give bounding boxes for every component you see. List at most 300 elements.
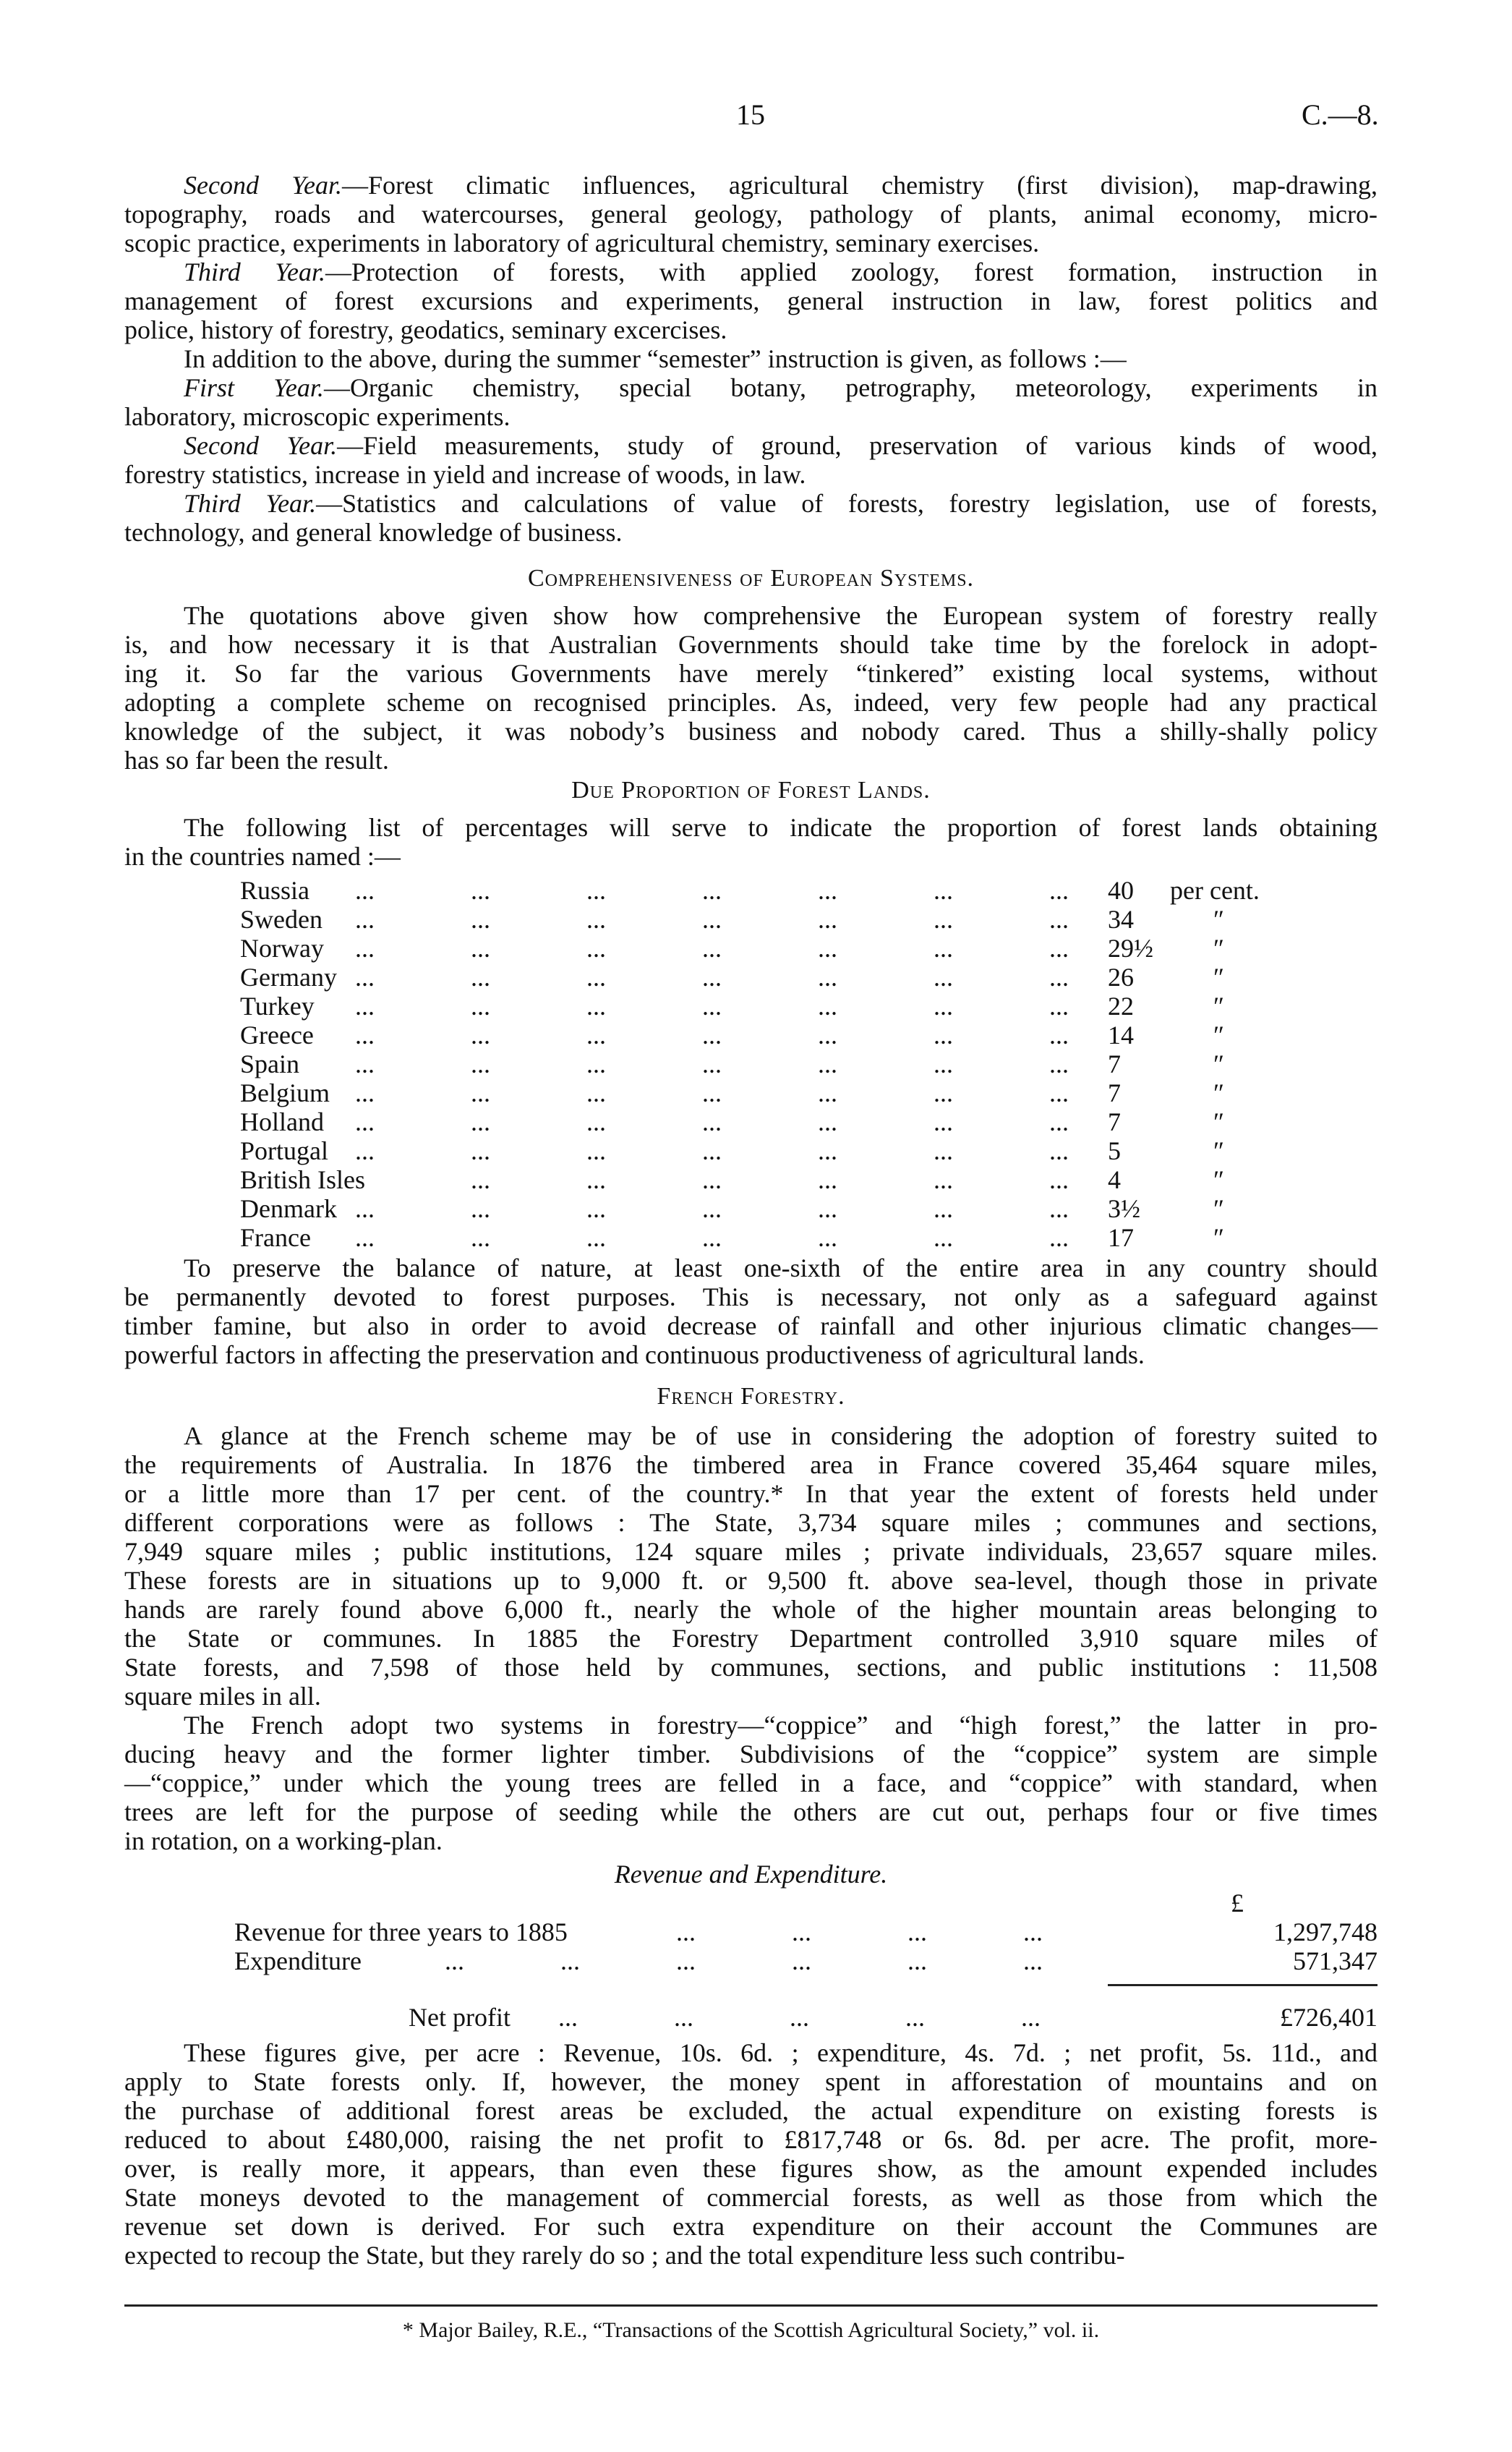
leader-dots: ... [1023, 1917, 1043, 1946]
unit-label: per cent. [1170, 876, 1260, 905]
paragraph [124, 171, 1378, 257]
text-line [124, 717, 1378, 746]
text-line [124, 402, 1378, 431]
text-line [124, 2241, 1378, 2270]
percentage-value: 3½ [1108, 1194, 1140, 1223]
percentage-value: 7 [1108, 1078, 1121, 1107]
text-line [124, 659, 1378, 688]
leader-dots: ... [818, 963, 837, 992]
table-row [124, 1917, 1378, 1946]
leader-dots: ... [471, 992, 490, 1021]
text-line [124, 1479, 1378, 1508]
leader-dots: ... [1049, 1050, 1069, 1078]
text-line [124, 1311, 1378, 1340]
text-line [124, 2154, 1378, 2183]
country-name: Belgium [240, 1078, 330, 1107]
section-paragraphs [124, 601, 1378, 775]
line-text: the State or communes. In 1885 the Forestry Department controlled 3,910 square miles of [124, 1624, 1378, 1653]
paragraph [124, 373, 1378, 431]
line-text: knowledge of the subject, it was nobody’s business and nobody cared. Thus a shilly-shally policy [124, 717, 1378, 746]
line-text: square miles in all. [124, 1682, 321, 1711]
leader-dots: ... [586, 905, 606, 934]
row-value: 1,297,748 [1273, 1917, 1378, 1946]
line-text: These figures give, per acre : Revenue, 10s. 6d. ; expenditure, 4s. 7d. ; net profit, 5s. 11d., and [184, 2038, 1378, 2067]
leader-dots: ... [1049, 934, 1069, 963]
line-text: 7,949 square miles ; public institutions, 124 square miles ; private individuals, 23,657 square miles. [124, 1537, 1378, 1566]
paragraph [124, 431, 1378, 489]
line-text: —Forest climatic influences, agricultural chemistry (first division), map-drawing, [342, 171, 1378, 200]
text-line [124, 746, 1378, 775]
row-label: Expenditure [234, 1946, 362, 1975]
country-name: Denmark [240, 1194, 337, 1223]
leader-dots: ... [934, 1078, 953, 1107]
text-line [124, 813, 1378, 842]
line-text: topography, roads and watercourses, general geology, pathology of plants, animal economy, micro- [124, 200, 1378, 229]
text-line [124, 286, 1378, 315]
text-line [124, 2183, 1378, 2212]
leader-dots: ... [702, 1078, 722, 1107]
text-line [124, 518, 1378, 547]
leader-dots: ... [355, 1223, 375, 1252]
leader-dots: ... [934, 1021, 953, 1050]
leader-dots: ... [586, 1223, 606, 1252]
percentage-value: 17 [1108, 1223, 1134, 1252]
line-text: —“coppice,” under which the young trees are felled in a face, and “coppice” with standard, when [124, 1768, 1378, 1797]
leader-dots: ... [934, 905, 953, 934]
leader-dots: ... [934, 876, 953, 905]
leader-dots: ... [1049, 876, 1069, 905]
paragraph [124, 601, 1378, 775]
leader-dots: ... [702, 1050, 722, 1078]
percentage-value: 14 [1108, 1021, 1134, 1050]
section-table [124, 1860, 1378, 2032]
leader-dots: ... [934, 1165, 953, 1194]
paragraph-lead: Third Year. [184, 257, 326, 286]
leader-dots: ... [445, 1946, 464, 1975]
paragraph-lead: Second Year. [184, 171, 343, 200]
text-line [124, 1340, 1378, 1369]
ditto-mark: ″ [1213, 1223, 1224, 1252]
section-paragraphs [124, 1253, 1378, 1369]
leader-dots: ... [586, 1107, 606, 1136]
leader-dots: ... [471, 1078, 490, 1107]
text-line [124, 200, 1378, 229]
leader-dots: ... [586, 1165, 606, 1194]
list-row [124, 1165, 1378, 1194]
line-text: The quotations above given show how comprehensive the European system of forestry really [184, 601, 1378, 630]
leader-dots: ... [818, 934, 837, 963]
line-text: has so far been the result. [124, 746, 389, 775]
leader-dots: ... [558, 2003, 578, 2032]
country-name: Norway [240, 934, 324, 963]
leader-dots: ... [934, 1050, 953, 1078]
text-line [124, 1566, 1378, 1595]
line-text: or a little more than 17 per cent. of the country.* In that year the extent of forests held under [124, 1479, 1378, 1508]
leader-dots: ... [471, 1165, 490, 1194]
ditto-mark: ″ [1213, 1107, 1224, 1136]
leader-dots: ... [560, 1946, 580, 1975]
line-text: in the countries named :— [124, 842, 401, 871]
country-name: Russia [240, 876, 310, 905]
list-row [124, 1078, 1378, 1107]
line-text: These forests are in situations up to 9,000 ft. or 9,500 ft. above sea-level, though those in private [124, 1566, 1378, 1595]
list-row [124, 992, 1378, 1021]
text-line [124, 460, 1378, 489]
text-line [124, 601, 1378, 630]
ditto-mark: ″ [1213, 1165, 1224, 1194]
leader-dots: ... [355, 992, 375, 1021]
text-line [124, 1508, 1378, 1537]
leader-dots: ... [471, 1194, 490, 1223]
percentage-value: 7 [1108, 1050, 1121, 1078]
list-row [124, 1194, 1378, 1223]
list-row [124, 905, 1378, 934]
percentage-value: 29½ [1108, 934, 1153, 963]
leader-dots: ... [818, 992, 837, 1021]
line-text: timber famine, but also in order to avoid decrease of rainfall and other injurious climatic changes— [124, 1311, 1378, 1340]
leader-dots: ... [355, 963, 375, 992]
row-value: 571,347 [1293, 1946, 1378, 1975]
leader-dots: ... [1049, 963, 1069, 992]
ditto-mark: ″ [1213, 1136, 1224, 1165]
leader-dots: ... [818, 876, 837, 905]
line-text: hands are rarely found above 6,000 ft., nearly the whole of the higher mountain areas belonging to [124, 1595, 1378, 1624]
country-name: Turkey [240, 992, 315, 1021]
text-line [124, 171, 1378, 200]
text-line [124, 630, 1378, 659]
line-text: ducing heavy and the former lighter timber. Subdivisions of the “coppice” system are simple [124, 1740, 1378, 1768]
line-text: State forests, and 7,598 of those held by communes, sections, and public institutions : 11,508 [124, 1653, 1378, 1682]
leader-dots: ... [1049, 1194, 1069, 1223]
leader-dots: ... [818, 1165, 837, 1194]
country-name: Greece [240, 1021, 314, 1050]
line-text: The French adopt two systems in forestry—“coppice” and “high forest,” the latter in pro- [184, 1711, 1378, 1740]
list-row [124, 1136, 1378, 1165]
leader-dots: ... [471, 934, 490, 963]
leader-dots: ... [702, 1165, 722, 1194]
total-label: Net profit [409, 2003, 511, 2032]
leader-dots: ... [1049, 1165, 1069, 1194]
country-name: British Isles [240, 1165, 366, 1194]
text-line [124, 2067, 1378, 2096]
line-text: be permanently devoted to forest purposes. This is necessary, not only as a safeguard against [124, 1282, 1378, 1311]
leader-dots: ... [1021, 2003, 1041, 2032]
paragraph [124, 1421, 1378, 1711]
percentage-value: 34 [1108, 905, 1134, 934]
line-text: —Field measurements, study of ground, preservation of various kinds of wood, [337, 431, 1378, 460]
leader-dots: ... [586, 1194, 606, 1223]
leader-dots: ... [792, 1946, 811, 1975]
paragraph [124, 2038, 1378, 2270]
section-heading: Due Proportion of Forest Lands. [571, 777, 931, 804]
list-row [124, 1223, 1378, 1252]
text-line [124, 2212, 1378, 2241]
text-line [124, 842, 1378, 871]
line-text: State moneys devoted to the management of commercial forests, as well as those from which the [124, 2183, 1378, 2212]
text-line [124, 1826, 1378, 1855]
leader-dots: ... [702, 876, 722, 905]
line-text: trees are left for the purpose of seeding while the others are cut out, perhaps four or five times [124, 1797, 1378, 1826]
paragraph [124, 1253, 1378, 1369]
country-name: Germany [240, 963, 337, 992]
leader-dots: ... [702, 963, 722, 992]
section-heading: Comprehensiveness of European Systems. [527, 565, 975, 592]
text-line [124, 1450, 1378, 1479]
leader-dots: ... [355, 876, 375, 905]
text-line [124, 1624, 1378, 1653]
row-label: Revenue for three years to 1885 [234, 1917, 568, 1946]
text-line [124, 1740, 1378, 1768]
leader-dots: ... [586, 1021, 606, 1050]
text-line [124, 229, 1378, 257]
leader-dots: ... [355, 1021, 375, 1050]
leader-dots: ... [818, 1021, 837, 1050]
ditto-mark: ″ [1213, 1021, 1224, 1050]
line-text: adopting a complete scheme on recognised principles. As, indeed, very few people had any practical [124, 688, 1378, 717]
total-row [124, 2003, 1378, 2032]
section-paragraphs [124, 1421, 1378, 1855]
line-text: —Statistics and calculations of value of forests, forestry legislation, use of forests, [316, 489, 1378, 518]
leader-dots: ... [355, 1194, 375, 1223]
leader-dots: ... [471, 963, 490, 992]
leader-dots: ... [702, 1194, 722, 1223]
leader-dots: ... [702, 1021, 722, 1050]
text-line [124, 2038, 1378, 2067]
text-line [124, 1797, 1378, 1826]
text-line [124, 1711, 1378, 1740]
leader-dots: ... [934, 1223, 953, 1252]
leader-dots: ... [1023, 1946, 1043, 1975]
table-row [124, 1946, 1378, 1975]
section-heading: French Forestry. [657, 1383, 845, 1410]
line-text: In addition to the above, during the summer “semester” instruction is given, as follows :— [184, 344, 1127, 373]
footnote-text: * Major Bailey, R.E., “Transactions of the Scottish Agricultural Society,” vol. ii. [402, 2318, 1100, 2342]
line-text: revenue set down is derived. For such extra expenditure on their account the Communes are [124, 2212, 1378, 2241]
section-paragraphs [124, 2038, 1378, 2270]
paragraph [124, 1711, 1378, 1855]
list-row [124, 1050, 1378, 1078]
leader-dots: ... [1049, 1078, 1069, 1107]
line-text: technology, and general knowledge of business. [124, 518, 623, 547]
line-text: in rotation, on a working-plan. [124, 1826, 443, 1855]
paragraph [124, 489, 1378, 547]
leader-dots: ... [1049, 1136, 1069, 1165]
text-line [124, 489, 1378, 518]
ditto-mark: ″ [1213, 1050, 1224, 1078]
leader-dots: ... [934, 963, 953, 992]
line-text: police, history of forestry, geodatics, seminary excercises. [124, 315, 727, 344]
leader-dots: ... [702, 905, 722, 934]
leader-dots: ... [818, 1107, 837, 1136]
list-row [124, 934, 1378, 963]
leader-dots: ... [471, 876, 490, 905]
leader-dots: ... [702, 1223, 722, 1252]
leader-dots: ... [586, 876, 606, 905]
ditto-mark: ″ [1213, 1194, 1224, 1223]
leader-dots: ... [471, 1107, 490, 1136]
leader-dots: ... [905, 2003, 925, 2032]
leader-dots: ... [934, 992, 953, 1021]
list-row [124, 963, 1378, 992]
line-text: expected to recoup the State, but they rarely do so ; and the total expenditure less such contribu- [124, 2241, 1125, 2270]
country-name: Portugal [240, 1136, 328, 1165]
text-line [124, 1253, 1378, 1282]
section-heading [124, 564, 1378, 593]
leader-dots: ... [586, 1050, 606, 1078]
leader-dots: ... [934, 1107, 953, 1136]
leader-dots: ... [1049, 1021, 1069, 1050]
leader-dots: ... [702, 1136, 722, 1165]
text-line [124, 1595, 1378, 1624]
line-text: different corporations were as follows : The State, 3,734 square miles ; communes and sections, [124, 1508, 1378, 1537]
paragraph [124, 813, 1378, 871]
page-number: 15 [736, 98, 765, 131]
section-heading [124, 776, 1378, 805]
leader-dots: ... [586, 1136, 606, 1165]
text-line [124, 1682, 1378, 1711]
leader-dots: ... [471, 1136, 490, 1165]
country-name: France [240, 1223, 311, 1252]
line-text: over, is really more, it appears, than even these figures show, as the amount expended includes [124, 2154, 1378, 2183]
list-row [124, 1107, 1378, 1136]
section-footnote [124, 2316, 1378, 2345]
leader-dots: ... [355, 905, 375, 934]
leader-dots: ... [818, 1223, 837, 1252]
leader-dots: ... [818, 1050, 837, 1078]
leader-dots: ... [790, 2003, 809, 2032]
leader-dots: ... [676, 1917, 696, 1946]
country-name: Sweden [240, 905, 323, 934]
text-line [124, 688, 1378, 717]
line-text: apply to State forests only. If, however, the money spent in afforestation of mountains and on [124, 2067, 1378, 2096]
percentage-value: 4 [1108, 1165, 1121, 1194]
ditto-mark: ″ [1213, 963, 1224, 992]
paragraph [124, 257, 1378, 344]
line-text: reduced to about £480,000, raising the net profit to £817,748 or 6s. 8d. per acre. The profit, more- [124, 2125, 1378, 2154]
leader-dots: ... [702, 934, 722, 963]
line-text: forestry statistics, increase in yield and increase of woods, in law. [124, 460, 806, 489]
country-name: Spain [240, 1050, 300, 1078]
line-text: the requirements of Australia. In 1876 the timbered area in France covered 35,464 square miles, [124, 1450, 1378, 1479]
leader-dots: ... [471, 1050, 490, 1078]
leader-dots: ... [1049, 1107, 1069, 1136]
percentage-value: 7 [1108, 1107, 1121, 1136]
leader-dots: ... [471, 1021, 490, 1050]
ditto-mark: ″ [1213, 992, 1224, 1021]
percentage-value: 40 [1108, 876, 1134, 905]
text-line [124, 1537, 1378, 1566]
leader-dots: ... [471, 905, 490, 934]
leader-dots: ... [1049, 1223, 1069, 1252]
leader-dots: ... [934, 934, 953, 963]
ditto-mark: ″ [1213, 1078, 1224, 1107]
country-name: Holland [240, 1107, 324, 1136]
list-row [124, 876, 1378, 905]
leader-dots: ... [818, 1136, 837, 1165]
leader-dots: ... [818, 1078, 837, 1107]
currency-row [124, 1889, 1378, 1917]
line-text: management of forest excursions and experiments, general instruction in law, forest politics and [124, 286, 1378, 315]
line-text: To preserve the balance of nature, at least one-sixth of the entire area in any country should [184, 1253, 1378, 1282]
section-paragraphs [124, 813, 1378, 871]
percentage-value: 26 [1108, 963, 1134, 992]
section-list [124, 876, 1378, 1252]
leader-dots: ... [586, 992, 606, 1021]
leader-dots: ... [586, 1078, 606, 1107]
leader-dots: ... [792, 1917, 811, 1946]
paragraph [124, 344, 1378, 373]
ditto-mark: ″ [1213, 934, 1224, 963]
leader-dots: ... [355, 1136, 375, 1165]
leader-dots: ... [674, 2003, 693, 2032]
line-text: is, and how necessary it is that Australian Governments should take time by the forelock in adopt- [124, 630, 1378, 659]
line-text: powerful factors in affecting the preservation and continuous productiveness of agricultural lands. [124, 1340, 1145, 1369]
line-text: The following list of percentages will serve to indicate the proportion of forest lands obtaining [184, 813, 1378, 842]
text-line [124, 2125, 1378, 2154]
line-text: A glance at the French scheme may be of use in considering the adoption of forestry suited to [184, 1421, 1378, 1450]
paragraph-lead: Third Year. [184, 489, 317, 518]
leader-dots: ... [355, 1050, 375, 1078]
text-line [124, 1768, 1378, 1797]
line-text: —Protection of forests, with applied zoology, forest formation, instruction in [325, 257, 1378, 286]
percentage-value: 22 [1108, 992, 1134, 1021]
leader-dots: ... [702, 992, 722, 1021]
text-line [124, 344, 1378, 373]
leader-dots: ... [934, 1136, 953, 1165]
leader-dots: ... [355, 1107, 375, 1136]
section-heading [124, 1382, 1378, 1411]
list-row [124, 1021, 1378, 1050]
leader-dots: ... [818, 905, 837, 934]
document-reference: C.—8. [1302, 98, 1379, 131]
line-text: —Organic chemistry, special botany, petrography, meteorology, experiments in [323, 373, 1378, 402]
leader-dots: ... [934, 1194, 953, 1223]
footnote-divider [124, 2304, 1378, 2307]
text-line [124, 315, 1378, 344]
leader-dots: ... [586, 934, 606, 963]
leader-dots: ... [818, 1194, 837, 1223]
total-value: £726,401 [1280, 2003, 1378, 2032]
paragraph-lead: First Year. [184, 373, 324, 402]
text-line [124, 1282, 1378, 1311]
leader-dots: ... [1049, 992, 1069, 1021]
text-line [124, 2096, 1378, 2125]
leader-dots: ... [355, 934, 375, 963]
table-title: Revenue and Expenditure. [614, 1860, 888, 1889]
text-line [124, 257, 1378, 286]
leader-dots: ... [1049, 905, 1069, 934]
text-line [124, 1653, 1378, 1682]
leader-dots: ... [676, 1946, 696, 1975]
percentage-value: 5 [1108, 1136, 1121, 1165]
leader-dots: ... [702, 1107, 722, 1136]
sum-rule [1108, 1984, 1378, 1986]
line-text: the purchase of additional forest areas be excluded, the actual expenditure on existing forests is [124, 2096, 1378, 2125]
leader-dots: ... [907, 1946, 927, 1975]
section-paragraphs [124, 171, 1378, 547]
leader-dots: ... [907, 1917, 927, 1946]
line-text: laboratory, microscopic experiments. [124, 402, 511, 431]
text-line [124, 1421, 1378, 1450]
text-line [124, 431, 1378, 460]
ditto-mark: ″ [1213, 905, 1224, 934]
paragraph-lead: Second Year. [184, 431, 338, 460]
text-line [124, 373, 1378, 402]
line-text: scopic practice, experiments in laboratory of agricultural chemistry, seminary exercises. [124, 229, 1040, 257]
line-text: ing it. So far the various Governments have merely “tinkered” existing local systems, without [124, 659, 1378, 688]
currency-symbol: £ [1231, 1889, 1244, 1917]
leader-dots: ... [471, 1223, 490, 1252]
